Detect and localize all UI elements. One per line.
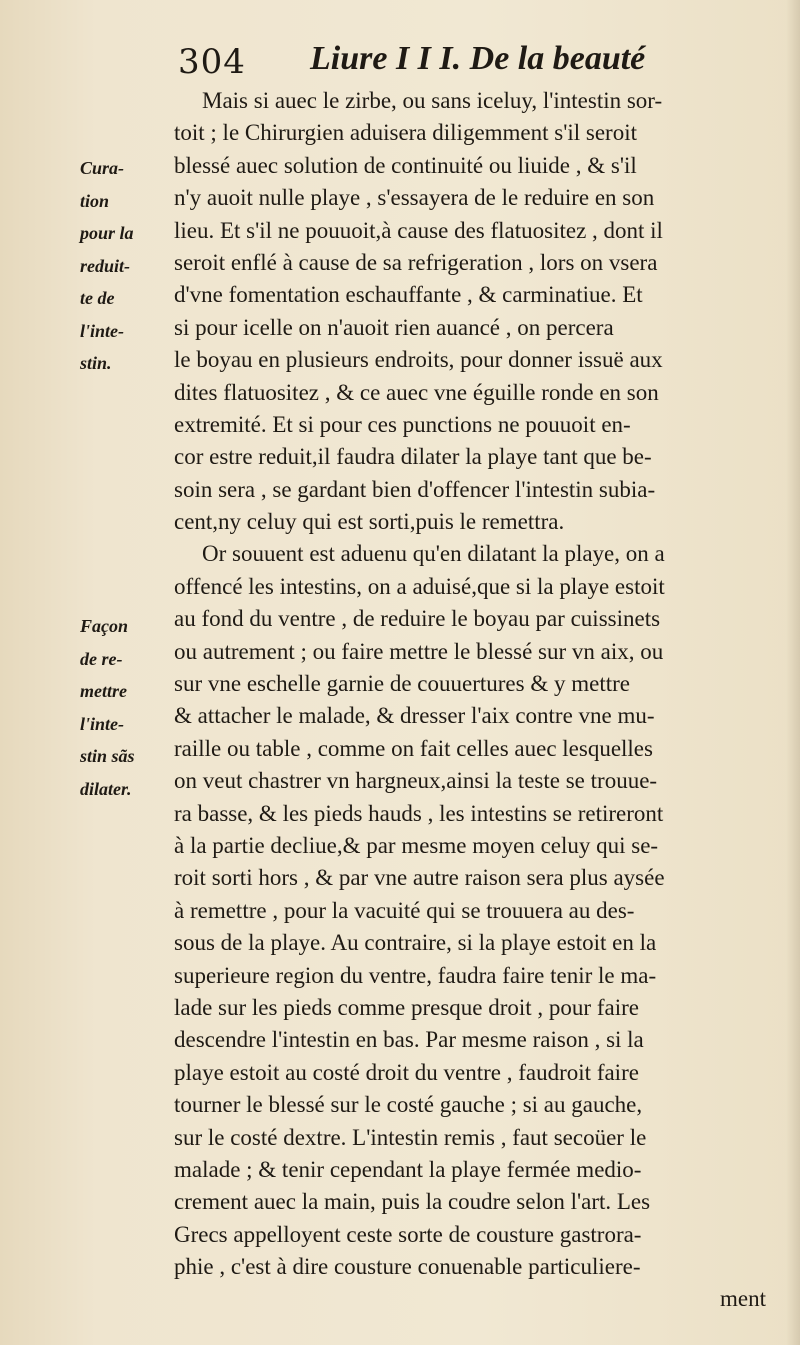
text-line: tourner le blessé sur le costé gauche ; si au gauche, (174, 1092, 643, 1118)
text-line: le boyau en plusieurs endroits, pour donner issuë aux (174, 347, 663, 373)
text-line: soin sera , se gardant bien d'offencer l'intestin subia- (174, 476, 656, 502)
margin-note-line: reduit- (80, 255, 131, 276)
text-line: on veut chastrer vn hargneux,ainsi la teste se trouue- (174, 768, 658, 794)
margin-note-line: Cura- (80, 158, 125, 178)
margin-note-line: Façon (80, 616, 129, 636)
margin-note-line: stin. (80, 353, 112, 373)
margin-note-line: dilater. (80, 778, 132, 799)
page-header (170, 40, 730, 90)
page-number: 304 (178, 42, 246, 82)
text-line: Mais si auec le zirbe, ou sans iceluy, l'intestin sor- (202, 88, 663, 113)
text-line: cor estre reduit,il faudra dilater la playe tant que be- (174, 444, 652, 470)
text-line: extremité. Et si pour ces punctions ne pouuoit en- (174, 411, 631, 437)
body-text (174, 85, 786, 1316)
text-line: crement auec la main, puis la coudre selon l'art. Les (174, 1189, 651, 1215)
text-line: offencé les intestins, on a aduisé,que si la playe estoit (174, 573, 665, 599)
text-line: playe estoit au costé droit du ventre , faudroit faire (174, 1059, 639, 1085)
margin-note-line: l'inte- (80, 320, 124, 341)
text-line: roit sorti hors , & par vne autre raison sera plus aysée (174, 865, 665, 891)
margin-note-line: pour la (80, 223, 134, 243)
text-line: à remettre , pour la vacuité qui se trouuera au des- (174, 897, 635, 923)
text-line: sur le costé dextre. L'intestin remis , faut secoüer le (174, 1124, 647, 1150)
text-line: n'y auoit nulle playe , s'essayera de le reduire en son (174, 185, 655, 211)
page-edge-shadow (786, 0, 800, 1345)
text-line: malade ; & tenir cependant la playe fermée medio- (174, 1156, 642, 1182)
text-line: ou autrement ; ou faire mettre le blessé sur vn aix, ou (174, 638, 664, 664)
running-head: Liure I I I. De la beauté (310, 40, 646, 77)
text-line: à la partie decliue,& par mesme moyen celuy qui se- (174, 832, 659, 858)
text-line: superieure region du ventre, faudra faire tenir le ma- (174, 962, 657, 988)
text-line: toit ; le Chirurgien aduisera diligemment s'il seroit (174, 120, 637, 146)
text-line: phie , c'est à dire cousture conuenable particuliere- (174, 1254, 641, 1280)
text-line: au fond du ventre , de reduire le boyau par cuissinets (174, 606, 661, 632)
margin-note-line: mettre (80, 681, 127, 701)
text-line: cent,ny celuy qui est sorti,puis le remettra. (174, 509, 565, 535)
text-line: Grecs appelloyent ceste sorte de cousture gastrora- (174, 1221, 642, 1247)
text-line: sur vne eschelle garnie de couuertures & y mettre (174, 671, 630, 697)
text-line: d'vne fomentation eschauffante , & carminatiue. Et (174, 282, 643, 308)
margin-note-curation (80, 152, 175, 380)
text-line: Or souuent est aduenu qu'en dilatant la playe, on a (202, 541, 665, 567)
text-line: seroit enflé à cause de sa refrigeration , lors on vsera (174, 249, 658, 275)
text-line: lieu. Et s'il ne pouuoit,à cause des flatuositez , dont il (174, 217, 663, 243)
margin-note-line: stin sãs (80, 746, 135, 766)
text-line: sous de la playe. Au contraire, si la playe estoit en la (174, 930, 657, 956)
margin-note-line: de re- (80, 648, 123, 669)
text-line: ra basse, & les pieds hauds , les intestins se retireront (174, 800, 664, 826)
margin-note-facon (80, 610, 175, 805)
text-line: dites flatuositez , & ce auec vne éguille ronde en son (174, 379, 659, 405)
margin-note-line: tion (80, 190, 110, 211)
text-line: lade sur les pieds comme presque droit , pour faire (174, 994, 639, 1020)
text-line: descendre l'intestin en bas. Par mesme raison , si la (174, 1027, 644, 1053)
text-line: raille ou table , comme on fait celles auec lesquelles (174, 735, 653, 761)
margin-note-line: te de (80, 288, 115, 308)
text-line: si pour icelle on n'auoit rien auancé , on percera (174, 314, 614, 340)
margin-note-line: l'inte- (80, 713, 124, 734)
text-line: & attacher le malade, & dresser l'aix contre vne mu- (174, 703, 655, 729)
text-line: blessé auec solution de continuité ou liuide , & s'il (174, 152, 637, 178)
catchword: ment (720, 1286, 766, 1312)
